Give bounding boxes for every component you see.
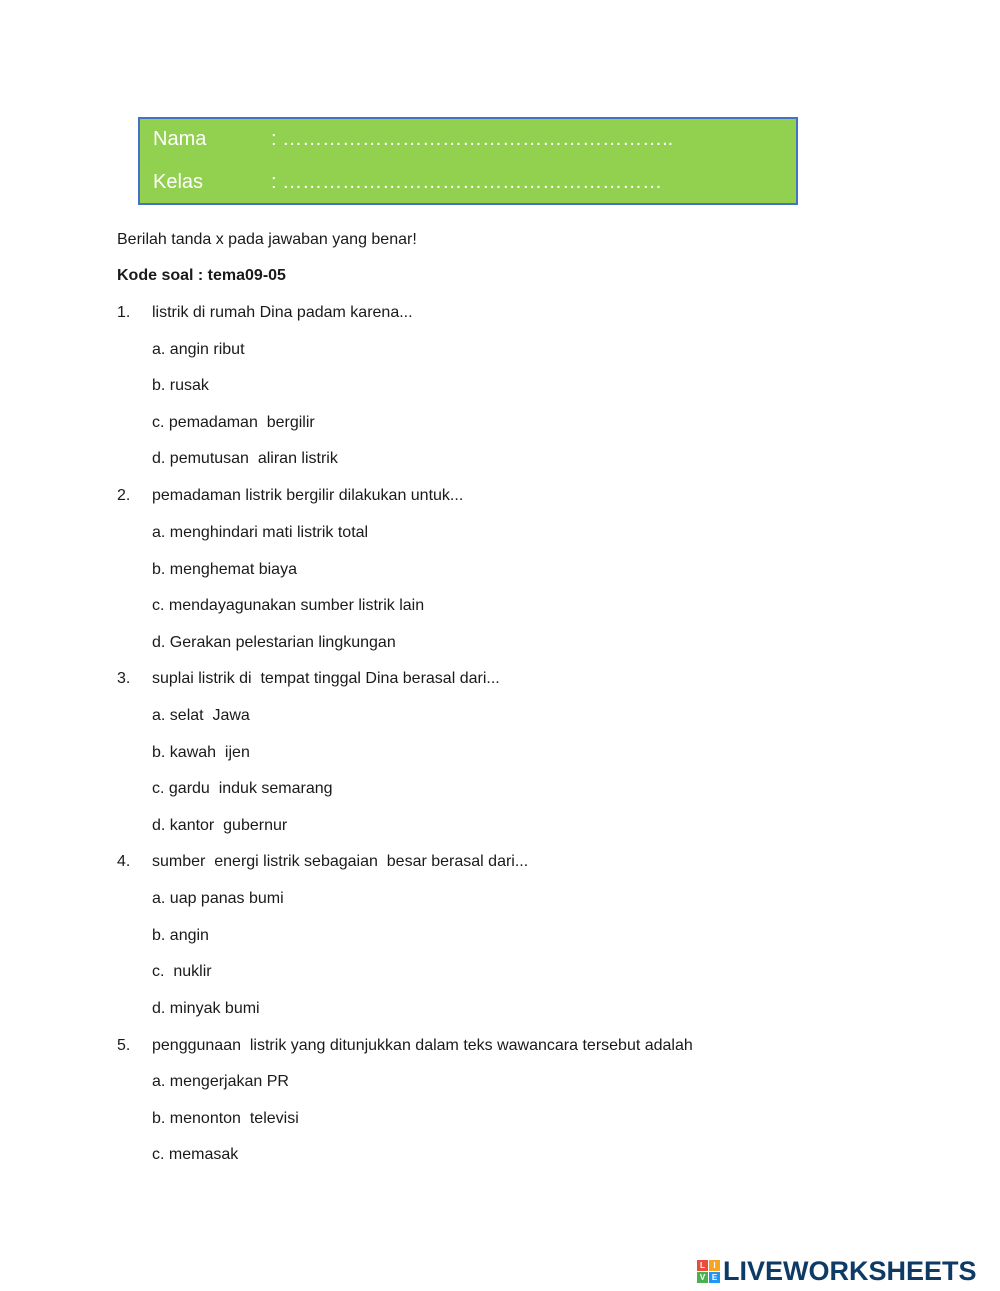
answer-option[interactable]: b. menghemat biaya (152, 561, 297, 578)
liveworksheets-logo (697, 1256, 977, 1286)
question-text: sumber energi listrik sebagaian besar berasal dari... (152, 853, 529, 870)
answer-option[interactable]: c. mendayagunakan sumber listrik lain (152, 597, 425, 614)
answer-option[interactable]: c. nuklir (152, 963, 212, 980)
name-field[interactable]: : ………………………………………………….. (271, 128, 674, 150)
logo-cell: V (697, 1272, 708, 1283)
answer-option[interactable]: c. memasak (152, 1146, 239, 1163)
answer-option[interactable]: b. angin (152, 927, 209, 944)
question-number: 4. (117, 853, 131, 870)
logo-cell: I (709, 1260, 720, 1271)
question-text: pemadaman listrik bergilir dilakukan untuk... (152, 487, 464, 504)
answer-option[interactable]: a. angin ribut (152, 341, 245, 358)
answer-option[interactable]: a. menghindari mati listrik total (152, 524, 369, 541)
question-number: 2. (117, 487, 131, 504)
answer-option[interactable]: b. rusak (152, 377, 209, 394)
logo-cell: E (709, 1272, 720, 1283)
question-text: suplai listrik di tempat tinggal Dina berasal dari... (152, 670, 500, 687)
answer-option[interactable]: d. minyak bumi (152, 1000, 260, 1017)
question-number: 5. (117, 1037, 131, 1054)
answer-option[interactable]: c. pemadaman bergilir (152, 414, 315, 431)
name-label: Nama (153, 128, 207, 150)
instruction-text: Berilah tanda x pada jawaban yang benar! (117, 231, 417, 248)
question-text: penggunaan listrik yang ditunjukkan dalam teks wawancara tersebut adalah (152, 1037, 693, 1054)
question-code: Kode soal : tema09-05 (117, 267, 286, 284)
logo-icon (697, 1260, 720, 1283)
answer-option[interactable]: d. kantor gubernur (152, 817, 288, 834)
answer-option[interactable]: d. Gerakan pelestarian lingkungan (152, 634, 396, 651)
answer-option[interactable]: a. uap panas bumi (152, 890, 284, 907)
logo-cell: L (697, 1260, 708, 1271)
answer-option[interactable]: a. mengerjakan PR (152, 1073, 289, 1090)
answer-option[interactable]: c. gardu induk semarang (152, 780, 333, 797)
answer-option[interactable]: a. selat Jawa (152, 707, 250, 724)
class-row (153, 171, 662, 194)
logo-text: LIVEWORKSHEETS (723, 1255, 977, 1286)
name-row (153, 128, 673, 151)
question-number: 1. (117, 304, 131, 321)
answer-option[interactable]: b. kawah ijen (152, 744, 250, 761)
class-field[interactable]: : ………………………………………………… (271, 171, 663, 193)
question-number: 3. (117, 670, 131, 687)
question-text: listrik di rumah Dina padam karena... (152, 304, 413, 321)
student-info-box (138, 117, 798, 205)
answer-option[interactable]: d. pemutusan aliran listrik (152, 450, 338, 467)
answer-option[interactable]: b. menonton televisi (152, 1110, 299, 1127)
class-label: Kelas (153, 171, 204, 193)
